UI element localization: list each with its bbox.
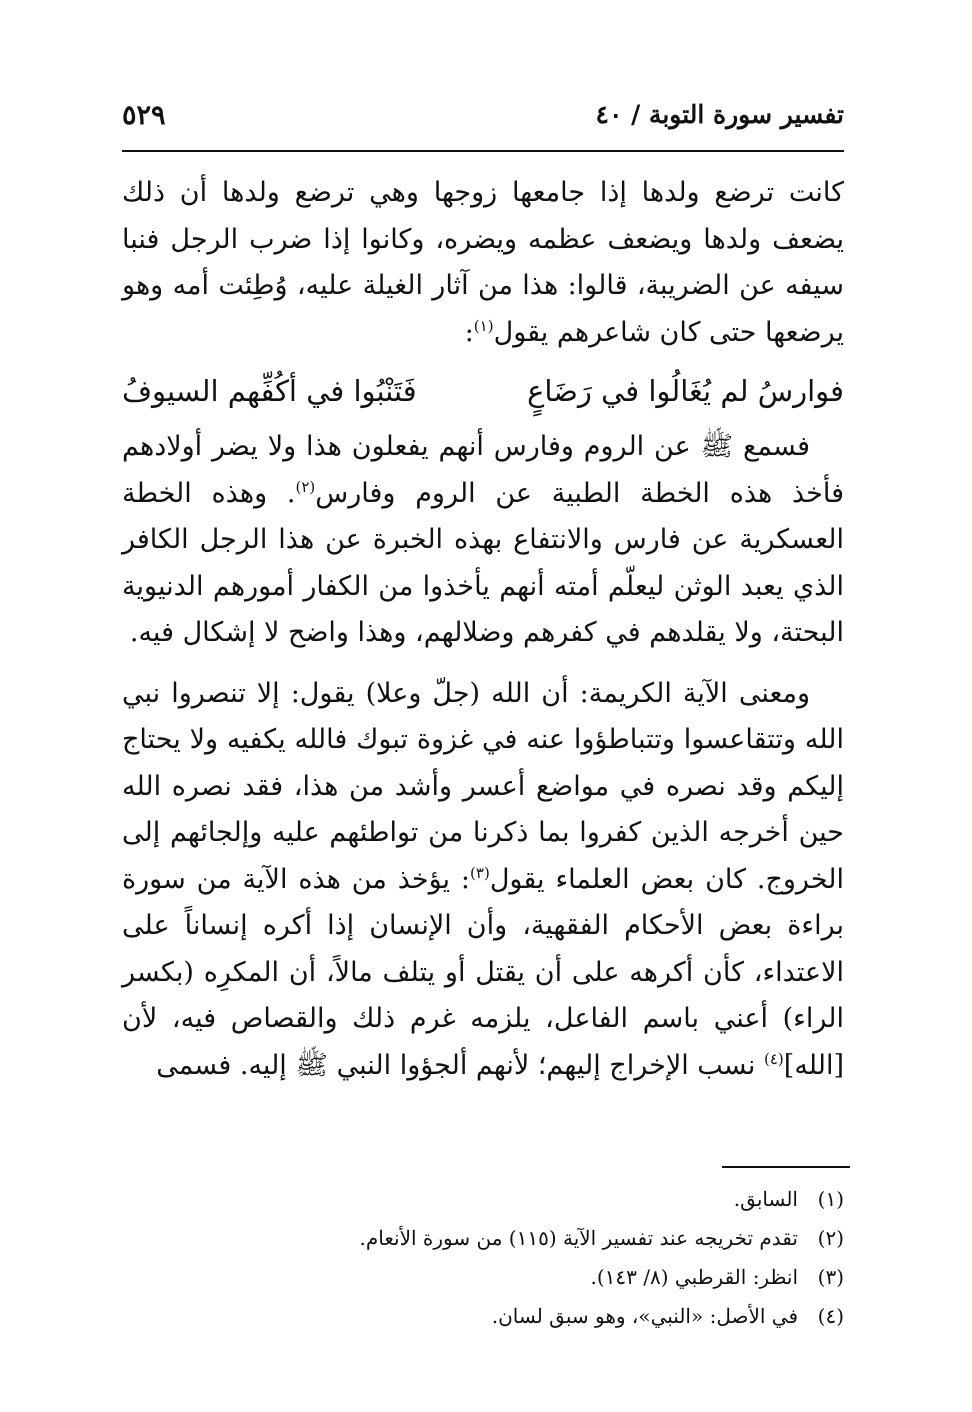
- footnote-number: (١): [817, 1187, 844, 1211]
- text-line: يضعف ولدها ويضعف عظمه ويضره، وكانوا إذا ضرب الرجل فنبا: [122, 223, 844, 255]
- text-line: : يؤخذ من هذه الآية من سورة: [122, 863, 471, 895]
- footnote-number: (٣): [817, 1265, 844, 1289]
- paragraph-2: [122, 424, 844, 657]
- poetry-verse: [122, 366, 844, 416]
- text-line: عن فارس والانتفاع بهذه الخبرة عن هذا الرجل الكافر الذي يعبد: [122, 524, 844, 602]
- text-line: إليكم وقد نصره في مواضع أعسر وأشد من هذا، فقد نصره الله حين: [122, 770, 844, 848]
- text-line: كانت ترضع ولدها إذا جامعها زوجها وهي ترضع ولدها أن ذلك: [122, 177, 844, 208]
- footnote-text: السابق.: [733, 1187, 798, 1211]
- main-text: [122, 170, 844, 1089]
- footnotes: [122, 1180, 844, 1336]
- footnote-text: في الأصل: «النبي»، وهو سبق لسان.: [491, 1304, 798, 1328]
- page-header: [122, 96, 844, 144]
- footnote-ref-4: (٤): [764, 1049, 784, 1068]
- text-line: براءة بعض الأحكام الفقهية، وأن الإنسان إذا أكره إنساناً على: [122, 910, 844, 941]
- footnote-divider: [722, 1166, 850, 1168]
- header-divider: [122, 150, 844, 152]
- verse-first-hemistich: فوارسُ لم يُغَالُوا في رَضَاعٍ: [527, 374, 844, 408]
- text-line: الراء) أعني باسم الفاعل، يلزمه غرم ذلك والقصاص فيه، لأن: [122, 1003, 844, 1034]
- text-line: :: [464, 316, 474, 348]
- text-line: نسب الإخراج إليهم؛ لأنهم ألجؤوا النبي ﷺ إليه. فسمى: [156, 1049, 764, 1081]
- footnote-number: (٢): [817, 1226, 844, 1250]
- text-line: . وهذه الخطة العسكرية: [122, 477, 844, 555]
- text-line: فأخذ هذه الخطة الطبية عن الروم وفارس: [315, 477, 844, 509]
- paragraph-continued: [122, 170, 844, 356]
- text-line: أخرجه الذين كفروا بما ذكرنا من تواطئهم عليه وإلجائهم إلى: [122, 817, 789, 848]
- text-line: يقلدهم في كفرهم وضلالهم، وهذا واضح لا إشكال فيه.: [129, 617, 726, 648]
- footnote-number: (٤): [817, 1304, 844, 1328]
- footnote-4: [122, 1297, 844, 1336]
- running-title: تفسير سورة التوبة / ٤٠: [595, 100, 844, 129]
- footnote-text: تقدم تخريجه عند تفسير الآية (١١٥) من سورة الأنعام.: [359, 1226, 798, 1250]
- text-line: الوثن ليعلّم أمته أنهم يأخذوا من الكفار أمورهم الدنيوية البحتة، ولا: [122, 570, 844, 648]
- text-line: ومعنى الآية الكريمة: أن الله (جلّ وعلا) يقول: إلا تنصروا: [171, 677, 810, 709]
- text-line: الخروج. كان بعض العلماء يقول: [489, 863, 844, 895]
- footnote-1: [122, 1180, 844, 1219]
- footnote-3: [122, 1258, 844, 1297]
- text-line: الاعتداء، كأن أكرهه على أن يقتل أو يتلف مالاً، أن المكرِه (بكسر: [122, 956, 844, 988]
- footnote-ref-3: (٣): [470, 863, 490, 882]
- paragraph-3: [122, 671, 844, 1090]
- footnote-ref-2: (٢): [295, 477, 316, 496]
- footnote-2: [122, 1219, 844, 1258]
- page-number: ٥٢٩: [122, 100, 166, 131]
- text-line: فسمع ﷺ عن الروم وفارس أنهم يفعلون هذا ولا يضر أولادهم: [122, 431, 810, 462]
- verse-second-hemistich: فَتَنْبُوا في أكُفِّهم السيوفُ: [122, 374, 417, 408]
- text-line: [الله]: [783, 1049, 844, 1081]
- text-line: يرضعها حتى كان شاعرهم يقول: [493, 316, 844, 348]
- text-line: سيفه عن الضريبة، قالوا: هذا من آثار الغيلة عليه، وُطِئت أمه وهو: [122, 270, 844, 301]
- text-line: نبي الله وتتقاعسوا وتتباطؤوا عنه في غزوة تبوك فالله يكفيه ولا يحتاج: [122, 677, 844, 755]
- footnote-ref-1: (١): [473, 316, 494, 335]
- footnote-text: انظر: القرطبي (٨/ ١٤٣).: [590, 1265, 798, 1289]
